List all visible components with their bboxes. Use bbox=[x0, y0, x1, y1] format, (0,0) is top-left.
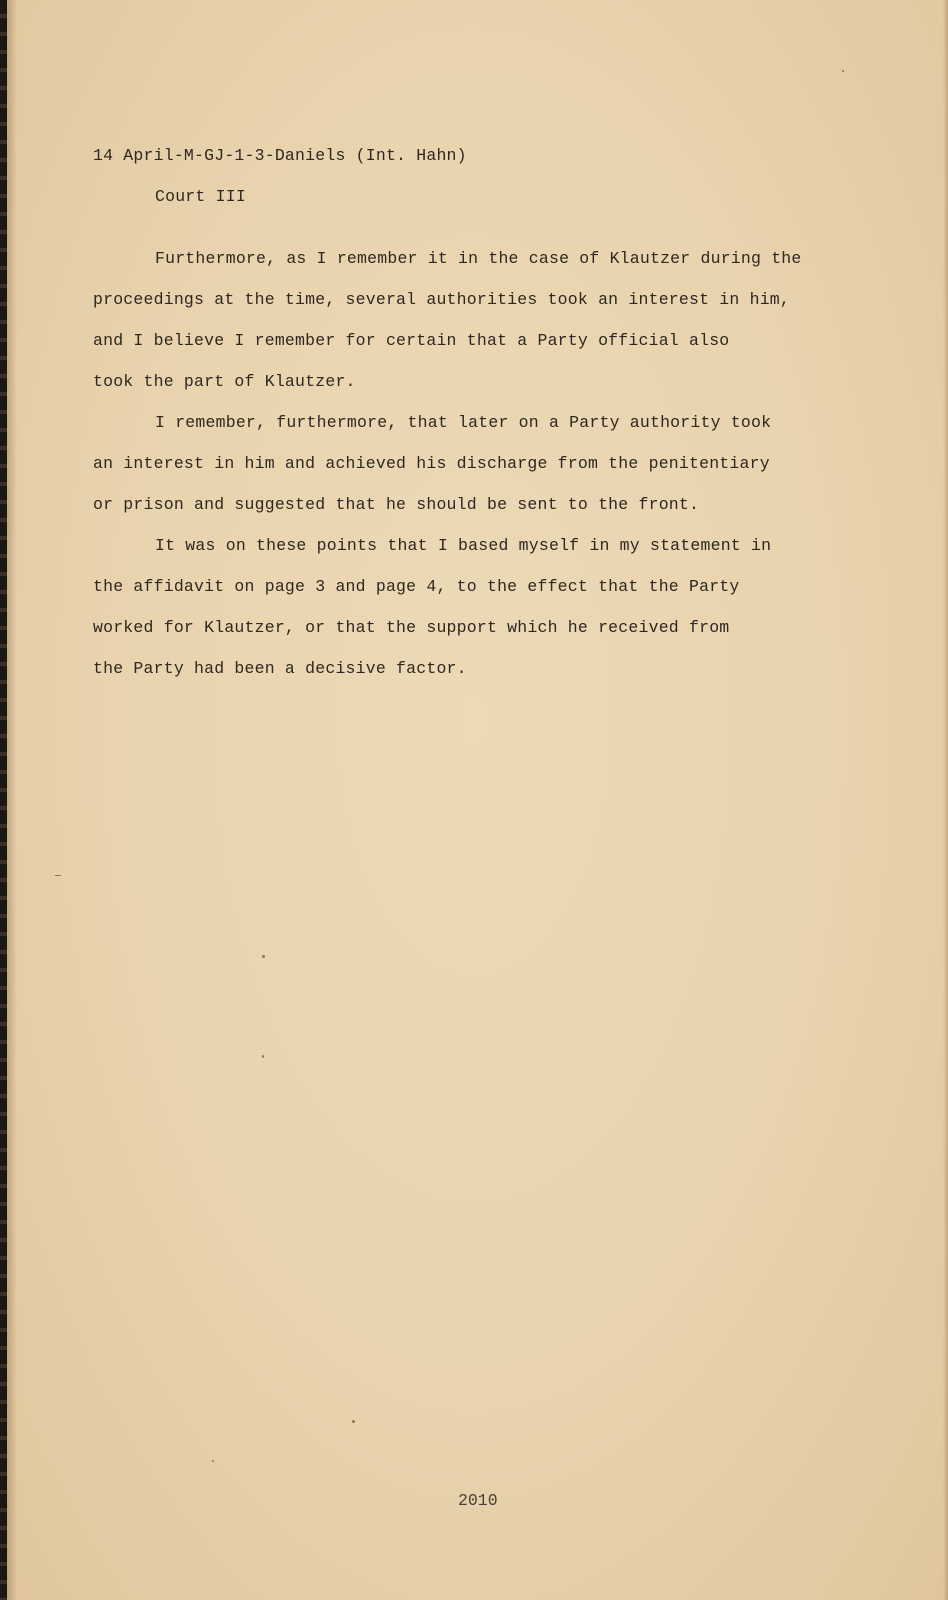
binding-strip bbox=[0, 0, 7, 1600]
paper-speck bbox=[352, 1420, 355, 1423]
paper-speck bbox=[262, 1055, 264, 1058]
document-header: 14 April-M-GJ-1-3-Daniels (Int. Hahn) bbox=[93, 146, 467, 165]
paragraph-line: It was on these points that I based myself in my statement in bbox=[155, 536, 772, 555]
paragraph-line: I remember, furthermore, that later on a Party authority took bbox=[155, 413, 772, 432]
paragraph-line: worked for Klautzer, or that the support which he received from bbox=[93, 618, 730, 637]
paper-speck bbox=[842, 70, 844, 72]
paper-speck bbox=[212, 1460, 214, 1462]
paragraph-line: and I believe I remember for certain that a Party official also bbox=[93, 331, 730, 350]
court-label: Court III bbox=[155, 187, 246, 206]
paper-speck bbox=[55, 875, 61, 876]
paragraph-line: proceedings at the time, several authorities took an interest in him, bbox=[93, 290, 791, 309]
paragraph-line: Furthermore, as I remember it in the case of Klautzer during the bbox=[155, 249, 802, 268]
paragraph-line: took the part of Klautzer. bbox=[93, 372, 356, 391]
binding-shadow bbox=[7, 0, 17, 1600]
paragraph-line: or prison and suggested that he should be sent to the front. bbox=[93, 495, 700, 514]
paragraph-line: an interest in him and achieved his discharge from the penitentiary bbox=[93, 454, 770, 473]
paper-speck bbox=[262, 955, 265, 958]
page-right-edge bbox=[943, 0, 948, 1600]
paragraph-line: the Party had been a decisive factor. bbox=[93, 659, 467, 678]
page-number: 2010 bbox=[458, 1491, 498, 1510]
paragraph-line: the affidavit on page 3 and page 4, to the effect that the Party bbox=[93, 577, 740, 596]
